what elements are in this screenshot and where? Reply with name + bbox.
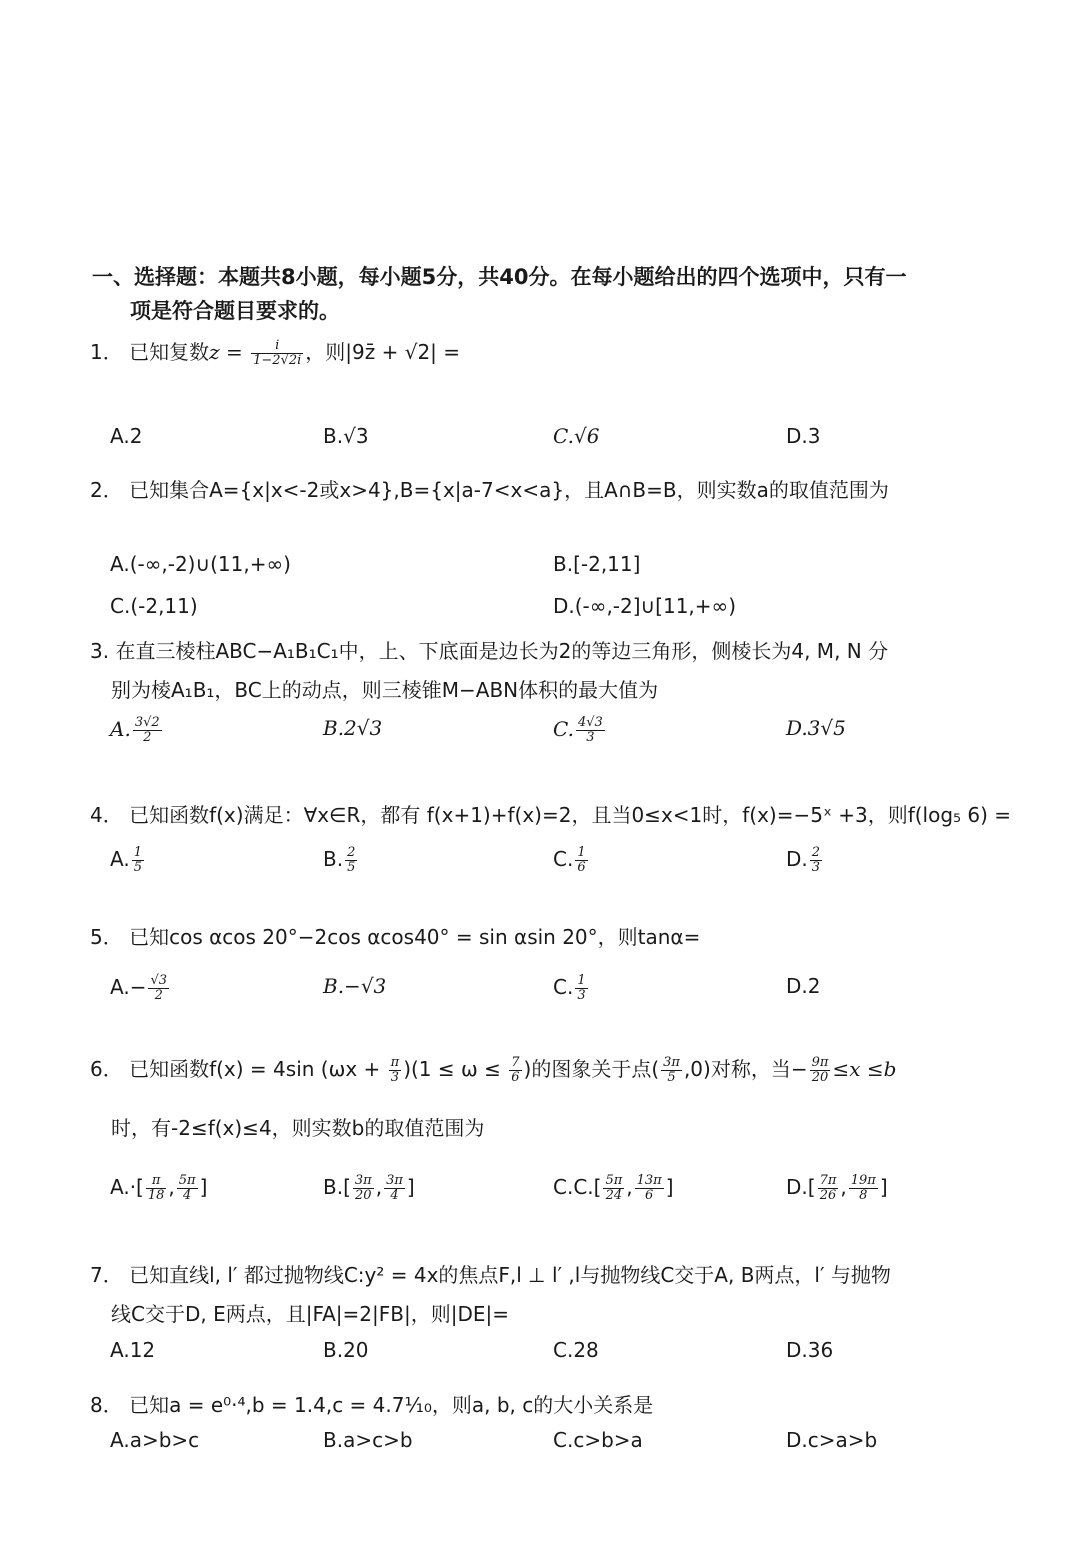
option-b: B.[ $\frac{3\pi}{20}$ , $\frac{3\pi}{4}$ ] (323, 1173, 415, 1203)
fraction: $\frac{\pi}{18}$ (147, 1173, 165, 1203)
fraction: $\frac{5\pi}{24}$ (605, 1173, 623, 1203)
option-c: C. $\frac{1}{6}$ (553, 845, 586, 875)
question-7 (90, 1260, 1050, 1290)
option-b: B. $\frac{2}{5}$ (323, 845, 356, 875)
fraction: $\frac{7}{6}$ (511, 1055, 520, 1085)
options-row (110, 1174, 1050, 1208)
question-6 (90, 1054, 1050, 1085)
fraction: $\frac{13\pi}{6}$ (636, 1173, 662, 1203)
option-c: C.√6 (553, 424, 600, 448)
question-number: 1． (90, 340, 123, 364)
option-a: A.(-∞,-2)∪(11,+∞) (110, 552, 291, 576)
question-text-b: )(1 ≤ ω ≤ (403, 1057, 508, 1081)
question-3 (90, 636, 1050, 666)
option-a: A.12 (110, 1338, 156, 1362)
math-expr: z = (209, 340, 250, 364)
question-number: 4． (90, 803, 123, 827)
option-a: A. $\frac{1}{5}$ (110, 845, 142, 875)
question-5 (90, 922, 1050, 952)
fraction: $\frac{2}{3}$ (811, 845, 821, 875)
fraction: $\frac{3\pi}{4}$ (386, 1173, 403, 1203)
option-d: D.2 (786, 974, 821, 998)
question-number: 7． (90, 1263, 123, 1287)
option-b: B.20 (323, 1338, 369, 1362)
question-4 (90, 800, 1050, 830)
option-c: C.28 (553, 1338, 599, 1362)
question-text-e: ≤x ≤b (832, 1057, 897, 1081)
option-b: B.2√3 (323, 716, 383, 740)
option-a: A.2 (110, 424, 143, 448)
options-row (110, 424, 1050, 458)
question-3-line2 (111, 675, 1071, 705)
options-row (110, 846, 1050, 880)
fraction: $\frac{\pi}{3}$ (390, 1055, 400, 1085)
options-row (110, 974, 1050, 1008)
option-b: B.√3 (323, 424, 369, 448)
question-1 (90, 337, 1050, 368)
options-row (110, 594, 1050, 628)
question-number: 5． (90, 925, 123, 949)
option-b: B.[-2,11] (553, 552, 641, 576)
question-text-tail: ，则|9z̄ + √2| = (305, 340, 461, 364)
question-text: 已知函数f(x)满足：∀x∈R，都有 f(x+1)+f(x)=2，且当0≤x<1时，f(x)=−5ˣ +3，则f(log₅ 6) = (129, 803, 1012, 827)
fraction: $\frac{1}{3}$ (577, 973, 586, 1003)
question-text-line2: 别为棱A₁B₁，BC上的动点，则三棱锥M−ABN体积的最大值为 (111, 678, 659, 702)
option-a: A.− $\frac{√3}{2}$ (110, 973, 168, 1003)
option-d: D.c>a>b (786, 1428, 878, 1452)
question-text: 已知cos αcos 20°−2cos αcos40° = sin αsin 20°，则tanα= (129, 925, 701, 949)
question-text-a: 已知函数f(x) = 4sin (ωx + (129, 1057, 387, 1081)
question-2 (90, 475, 1050, 505)
question-6-line2 (111, 1113, 1071, 1143)
fraction: $\frac{19\pi}{8}$ (850, 1173, 876, 1203)
fraction: $\frac{5\pi}{4}$ (178, 1173, 196, 1203)
fraction: $\frac{1}{5}$ (133, 845, 142, 875)
option-c: C.C.[ $\frac{5\pi}{24}$ , $\frac{13\pi}{6}$ ] (553, 1173, 674, 1203)
question-text: 已知a = e⁰·⁴,b = 1.4,c = 4.7¹⁄₁₀，则a, b, c的大小关系是 (129, 1393, 654, 1417)
fraction: $\frac{1}{6}$ (577, 845, 586, 875)
option-d: D. $\frac{2}{3}$ (786, 845, 821, 875)
question-number: 6． (90, 1057, 123, 1081)
option-b: B.−√3 (323, 974, 387, 998)
section-heading (92, 260, 992, 328)
question-text-c: )的图象关于点( (523, 1057, 660, 1081)
option-a: A. $\frac{3√2}{2}$ (110, 715, 160, 745)
option-b: B.a>c>b (323, 1428, 413, 1452)
option-d: D.3√5 (786, 716, 846, 740)
option-d: D.3 (786, 424, 821, 448)
question-text-line2: 时，有-2≤f(x)≤4，则实数b的取值范围为 (111, 1116, 485, 1140)
question-text-line2: 线C交于D, E两点，且|FA|=2|FB|，则|DE|= (111, 1302, 509, 1326)
fraction: $\frac{2}{5}$ (347, 845, 356, 875)
fraction: $\frac{3\pi}{5}$ (663, 1055, 680, 1085)
option-c: C.(-2,11) (110, 594, 198, 618)
question-number: 3. (90, 639, 110, 663)
question-text-d: ,0)对称，当− (683, 1057, 808, 1081)
section-heading-line2: 项是符合题目要求的。 (130, 299, 340, 323)
option-d: D.36 (786, 1338, 834, 1362)
option-d: D.(-∞,-2]∪[11,+∞) (553, 594, 737, 618)
question-7-line2 (111, 1299, 1071, 1329)
option-a: A.·[ $\frac{\pi}{18}$ , $\frac{5\pi}{4}$ ] (110, 1173, 208, 1203)
fraction: $\frac{9\pi}{20}$ (811, 1055, 829, 1085)
question-text-line1: 在直三棱柱ABC−A₁B₁C₁中，上、下底面是边长为2的等边三角形，侧棱长为4, M, N 分 (115, 639, 889, 663)
options-row (110, 552, 1050, 586)
question-number: 8． (90, 1393, 123, 1417)
question-8 (90, 1390, 1050, 1420)
fraction: $\frac{3√2}{2}$ (134, 715, 160, 745)
options-row (110, 1338, 1050, 1372)
options-row (110, 716, 1050, 750)
fraction: $\frac{√3}{2}$ (150, 973, 168, 1003)
option-c: C.c>b>a (553, 1428, 643, 1452)
fraction: $\frac{i}{1-2√2i}$ (253, 338, 302, 368)
options-row (110, 1428, 1050, 1462)
option-c: C. $\frac{1}{3}$ (553, 973, 586, 1003)
option-d: D.[ $\frac{7\pi}{26}$ , $\frac{19\pi}{8}$ ] (786, 1173, 888, 1203)
option-a: A.a>b>c (110, 1428, 200, 1452)
question-text: 已知集合A={x|x<-2或x>4},B={x|a-7<x<a}，且A∩B=B，则实数a的取值范围为 (129, 478, 889, 502)
section-heading-line1: 一、选择题：本题共8小题，每小题5分，共40分。在每小题给出的四个选项中，只有一 (92, 265, 907, 289)
option-c: C. $\frac{4√3}{3}$ (553, 715, 603, 745)
fraction: $\frac{3\pi}{20}$ (354, 1173, 372, 1203)
fraction: $\frac{7\pi}{26}$ (819, 1173, 837, 1203)
fraction: $\frac{4√3}{3}$ (577, 715, 603, 745)
question-number: 2． (90, 478, 123, 502)
question-text-line1: 已知直线l, l′ 都过抛物线C:y² = 4x的焦点F,l ⊥ l′ ,l与抛物线C交于A, B两点，l′ 与抛物 (129, 1263, 891, 1287)
question-text: 已知复数 (129, 340, 210, 364)
